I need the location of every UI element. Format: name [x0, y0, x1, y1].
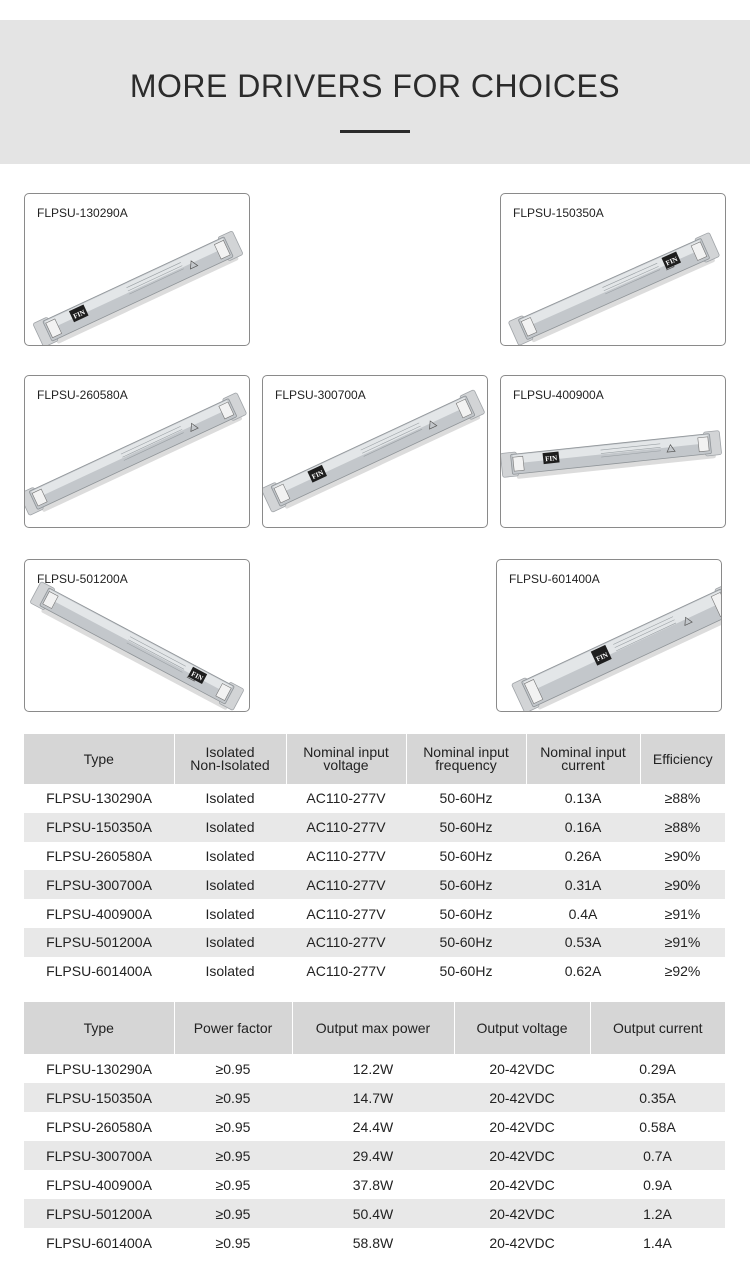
- table-cell: 24.4W: [292, 1112, 454, 1141]
- column-header: [24, 1002, 174, 1054]
- table-cell: 50-60Hz: [406, 870, 526, 899]
- table-cell: FLPSU-300700A: [24, 1141, 174, 1170]
- table-cell: 0.29A: [590, 1054, 725, 1083]
- table-cell: 14.7W: [292, 1083, 454, 1112]
- table-cell: 20-42VDC: [454, 1083, 590, 1112]
- svg-text:FIN: FIN: [664, 255, 679, 268]
- column-header-line: Non-Isolated: [190, 757, 270, 773]
- table-cell: ≥91%: [640, 928, 725, 957]
- column-header-line: Output current: [613, 1019, 703, 1036]
- table-cell: FLPSU-260580A: [24, 842, 174, 871]
- table-cell: 12.2W: [292, 1054, 454, 1083]
- table-cell: FLPSU-130290A: [24, 784, 174, 813]
- table-cell: 58.8W: [292, 1228, 454, 1257]
- product-card-label: FLPSU-601400A: [509, 572, 600, 586]
- column-header-line: Efficiency: [652, 750, 713, 767]
- table-row: [24, 928, 725, 957]
- product-card-label: FLPSU-260580A: [37, 388, 128, 402]
- table-cell: 0.53A: [526, 928, 640, 957]
- table-row: [24, 870, 725, 899]
- table-cell: 37.8W: [292, 1170, 454, 1199]
- product-card: [500, 375, 726, 528]
- table-cell: 1.2A: [590, 1199, 725, 1228]
- table-cell: 50-60Hz: [406, 899, 526, 928]
- svg-text:FIN: FIN: [189, 669, 205, 683]
- table-cell: 0.31A: [526, 870, 640, 899]
- product-card-label: FLPSU-400900A: [513, 388, 604, 402]
- table-cell: FLPSU-300700A: [24, 870, 174, 899]
- column-header: [590, 1002, 725, 1054]
- product-card-label: FLPSU-300700A: [275, 388, 366, 402]
- product-card: [24, 559, 250, 712]
- table-row: [24, 784, 725, 813]
- table-cell: ≥0.95: [174, 1199, 292, 1228]
- table-cell: AC110-277V: [286, 899, 406, 928]
- table-cell: ≥88%: [640, 813, 725, 842]
- table-row: [24, 899, 725, 928]
- table-cell: ≥90%: [640, 842, 725, 871]
- table-cell: ≥0.95: [174, 1083, 292, 1112]
- product-card-label: FLPSU-501200A: [37, 572, 128, 586]
- table-cell: ≥92%: [640, 957, 725, 986]
- product-card-label: FLPSU-130290A: [37, 206, 128, 220]
- column-header-line: Nominal input: [423, 744, 509, 760]
- table-row: [24, 1199, 725, 1228]
- table-cell: 29.4W: [292, 1141, 454, 1170]
- table-row: [24, 957, 725, 986]
- table-row: [24, 1112, 725, 1141]
- table-cell: Isolated: [174, 957, 286, 986]
- table-cell: AC110-277V: [286, 842, 406, 871]
- product-card: [500, 193, 726, 346]
- table-cell: 50-60Hz: [406, 813, 526, 842]
- section-banner: [0, 20, 750, 164]
- product-card: [262, 375, 488, 528]
- column-header-line: Power factor: [193, 1019, 273, 1036]
- table-cell: AC110-277V: [286, 928, 406, 957]
- table-cell: FLPSU-601400A: [24, 1228, 174, 1257]
- table-row: [24, 1141, 725, 1170]
- table-cell: 20-42VDC: [454, 1141, 590, 1170]
- table-row: [24, 1228, 725, 1257]
- table-cell: 0.26A: [526, 842, 640, 871]
- table-cell: 0.16A: [526, 813, 640, 842]
- table-cell: 0.58A: [590, 1112, 725, 1141]
- table-cell: FLPSU-400900A: [24, 1170, 174, 1199]
- table-cell: ≥0.95: [174, 1141, 292, 1170]
- table-cell: 0.62A: [526, 957, 640, 986]
- table-cell: ≥0.95: [174, 1054, 292, 1083]
- product-card-label: FLPSU-150350A: [513, 206, 604, 220]
- table-cell: 0.13A: [526, 784, 640, 813]
- column-header-line: Isolated: [205, 744, 255, 760]
- table-cell: 20-42VDC: [454, 1228, 590, 1257]
- column-header-line: Nominal input: [540, 744, 626, 760]
- table-row: [24, 1170, 725, 1199]
- table-cell: FLPSU-150350A: [24, 813, 174, 842]
- table-cell: 0.35A: [590, 1083, 725, 1112]
- table-cell: 20-42VDC: [454, 1199, 590, 1228]
- table-cell: Isolated: [174, 870, 286, 899]
- table-cell: 50.4W: [292, 1199, 454, 1228]
- section-title: MORE DRIVERS FOR CHOICES: [129, 68, 621, 104]
- table-cell: ≥0.95: [174, 1228, 292, 1257]
- table-cell: 0.4A: [526, 899, 640, 928]
- product-card: [496, 559, 722, 712]
- table-cell: Isolated: [174, 928, 286, 957]
- table-cell: FLPSU-501200A: [24, 1199, 174, 1228]
- column-header-line: Type: [83, 1019, 114, 1036]
- table-cell: AC110-277V: [286, 870, 406, 899]
- output-spec-table: [24, 1002, 725, 1257]
- table-cell: FLPSU-260580A: [24, 1112, 174, 1141]
- table-header-row: [24, 1002, 725, 1054]
- column-header: [174, 1002, 292, 1054]
- table-cell: 20-42VDC: [454, 1054, 590, 1083]
- svg-text:FIN: FIN: [594, 650, 610, 664]
- column-header: [454, 1002, 590, 1054]
- product-card: [24, 193, 250, 346]
- table-cell: 0.9A: [590, 1170, 725, 1199]
- column-header: [174, 734, 286, 784]
- table-cell: AC110-277V: [286, 813, 406, 842]
- column-header-line: current: [561, 757, 605, 773]
- table-cell: 20-42VDC: [454, 1112, 590, 1141]
- table-cell: Isolated: [174, 842, 286, 871]
- column-header: [286, 734, 406, 784]
- table-cell: ≥0.95: [174, 1112, 292, 1141]
- table-cell: AC110-277V: [286, 784, 406, 813]
- input-spec-table: [24, 734, 725, 986]
- column-header: [292, 1002, 454, 1054]
- table-header-row: [24, 734, 725, 784]
- table-cell: FLPSU-501200A: [24, 928, 174, 957]
- svg-text:FIN: FIN: [72, 308, 87, 321]
- table-cell: ≥0.95: [174, 1170, 292, 1199]
- table-cell: 0.7A: [590, 1141, 725, 1170]
- table-cell: FLPSU-601400A: [24, 957, 174, 986]
- column-header-line: Type: [83, 750, 114, 767]
- column-header-line: Output max power: [315, 1019, 431, 1036]
- table-cell: FLPSU-150350A: [24, 1083, 174, 1112]
- title-underline: [340, 130, 410, 133]
- column-header-line: Output voltage: [476, 1019, 568, 1036]
- column-header: [24, 734, 174, 784]
- table-row: [24, 1083, 725, 1112]
- table-cell: FLPSU-400900A: [24, 899, 174, 928]
- table-row: [24, 813, 725, 842]
- table-cell: ≥91%: [640, 899, 725, 928]
- column-header: [526, 734, 640, 784]
- table-cell: Isolated: [174, 813, 286, 842]
- column-header-line: Nominal input: [303, 744, 389, 760]
- column-header: [406, 734, 526, 784]
- table-cell: AC110-277V: [286, 957, 406, 986]
- table-cell: Isolated: [174, 784, 286, 813]
- column-header: [640, 734, 725, 784]
- table-cell: 20-42VDC: [454, 1170, 590, 1199]
- column-header-line: voltage: [323, 757, 369, 773]
- svg-text:FIN: FIN: [544, 454, 558, 464]
- table-cell: ≥90%: [640, 870, 725, 899]
- svg-text:FIN: FIN: [310, 468, 325, 482]
- table-cell: 50-60Hz: [406, 842, 526, 871]
- table-cell: 50-60Hz: [406, 957, 526, 986]
- table-cell: ≥88%: [640, 784, 725, 813]
- table-cell: FLPSU-130290A: [24, 1054, 174, 1083]
- column-header-line: frequency: [435, 757, 497, 773]
- table-row: [24, 1054, 725, 1083]
- table-cell: 50-60Hz: [406, 784, 526, 813]
- table-cell: 1.4A: [590, 1228, 725, 1257]
- table-cell: 50-60Hz: [406, 928, 526, 957]
- table-row: [24, 842, 725, 871]
- product-card: [24, 375, 250, 528]
- table-cell: Isolated: [174, 899, 286, 928]
